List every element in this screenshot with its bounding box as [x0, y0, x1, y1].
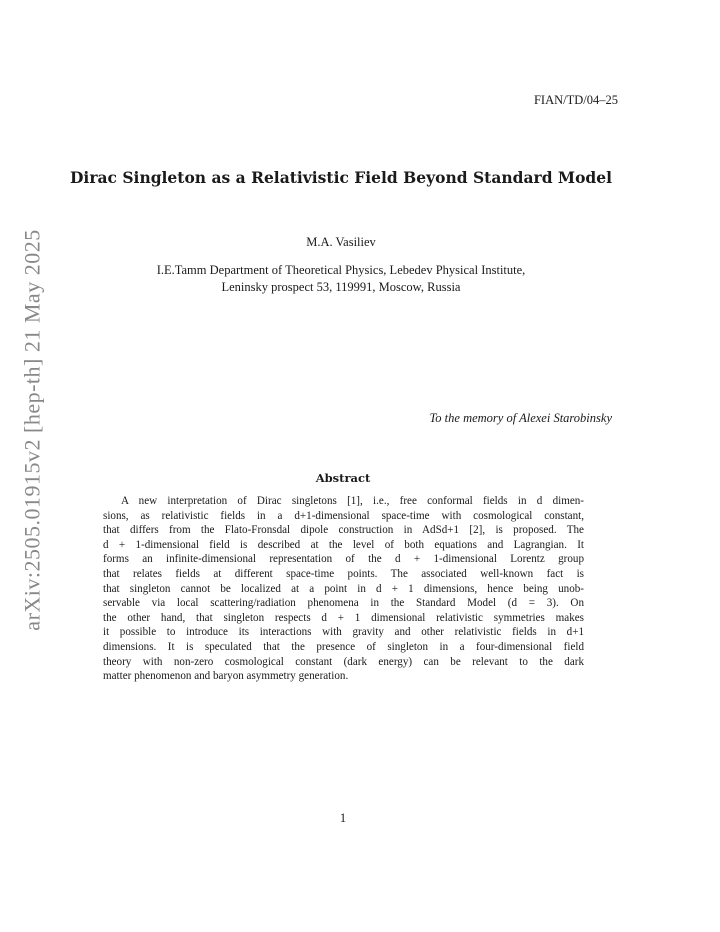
abstract-line: it possible to introduce its interactions with gravity and other relativistic fields in d+1 — [103, 626, 584, 639]
abstract-line: servable via local scattering/radiation phenomena in the Standard Model (d = 3). On — [103, 597, 584, 610]
affiliation-line-2: Leninsky prospect 53, 119991, Moscow, Russia — [221, 280, 461, 294]
report-number: FIAN/TD/04–25 — [533, 93, 618, 107]
paper-title: Dirac Singleton as a Relativistic Field Beyond Standard Model — [69, 168, 613, 187]
page-number: 1 — [339, 811, 347, 825]
abstract-line: that singleton cannot be localized at a point in d + 1 dimensions, hence being unob- — [103, 582, 584, 595]
abstract-line: dimensions. It is speculated that the presence of singleton in a four-dimensional field — [103, 640, 584, 653]
author-affiliation — [0, 262, 682, 296]
abstract-line: sions, as relativistic fields in a d+1-dimensional space-time with cosmological constant, — [103, 509, 584, 522]
abstract-line: theory with non-zero cosmological constant (dark energy) can be relevant to the dark — [103, 655, 584, 668]
abstract-line: matter phenomenon and baryon asymmetry generation. — [103, 670, 349, 683]
abstract-line: A new interpretation of Dirac singletons [1], i.e., free conformal fields in d dimen- — [121, 495, 584, 507]
affiliation-line-1: I.E.Tamm Department of Theoretical Physics, Lebedev Physical Institute, — [156, 263, 526, 277]
abstract-line: that relates fields at different space-time points. The associated well-known fact is — [103, 567, 584, 580]
abstract-line: that differs from the Flato-Fronsdal dipole construction in AdSd+1 [2], is proposed. The — [103, 524, 584, 537]
abstract-line: forms an infinite-dimensional representation of the d + 1-dimensional Lorentz group — [103, 553, 584, 566]
abstract-body — [103, 494, 584, 684]
abstract-line: d + 1-dimensional field is described at the level of both equations and Lagrangian. It — [103, 538, 584, 551]
arxiv-identifier-text: arXiv:2505.01915v2 [hep-th] 21 May 2025 — [20, 229, 46, 631]
author-name: M.A. Vasiliev — [306, 235, 376, 249]
abstract-heading: Abstract — [315, 471, 371, 485]
dedication: To the memory of Alexei Starobinsky — [429, 411, 612, 425]
abstract-line: the other hand, that singleton respects d + 1 dimensional relativistic symmetries makes — [103, 611, 584, 624]
